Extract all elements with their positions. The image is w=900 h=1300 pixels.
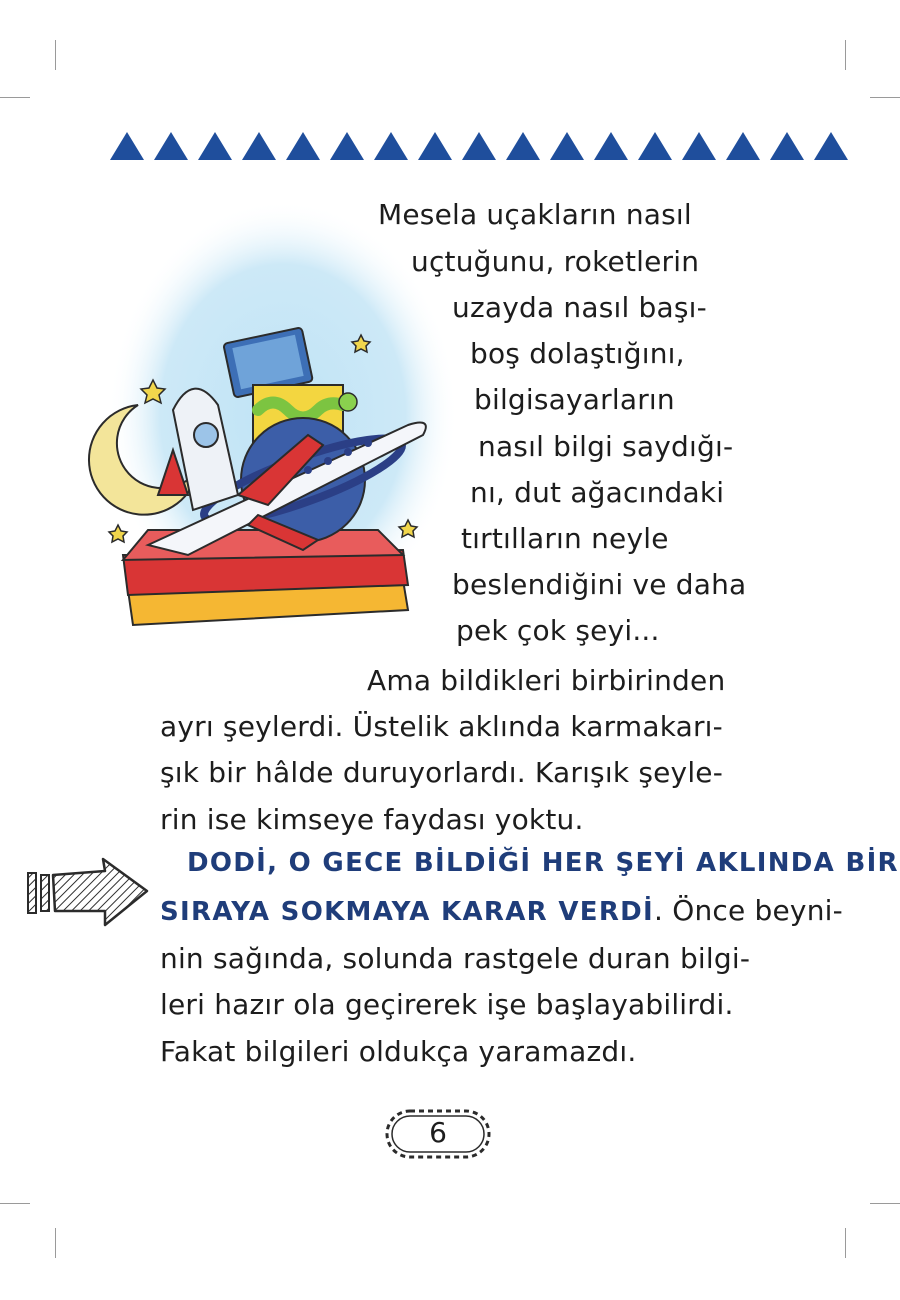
body-text-line: uçtuğunu, roketlerin [411,245,700,278]
triangle-icon [770,132,804,160]
triangle-border-icon [108,128,853,164]
body-text-line: Ama bildikleri birbirinden [367,664,726,697]
triangle-icon [550,132,584,160]
triangle-icon [462,132,496,160]
triangle-icon [814,132,848,160]
triangle-icon [154,132,188,160]
mixed-line [160,894,843,929]
space-objects-illustration [78,195,458,655]
body-text-line: nin sağında, solunda rastgele duran bilgi- [160,942,751,975]
body-text-line: şık bir hâlde duruyorlardı. Karışık şeyle- [160,756,724,789]
triangle-icon [374,132,408,160]
body-text-line: ayrı şeylerdi. Üstelik aklında karmakarı- [160,710,723,743]
crop-mark [870,97,900,98]
crop-mark [845,40,846,70]
crop-mark [55,40,56,70]
body-text-line: beslendiğini ve daha [452,568,747,601]
crop-mark [55,1228,56,1258]
triangle-icon [198,132,232,160]
triangle-icon [506,132,540,160]
body-text-line: bilgisayarların [474,383,675,416]
body-text-fragment: . Önce beyni- [654,894,843,927]
highlight-phrase: SIRAYA SOKMAYA KARAR VERDİ [160,897,655,927]
triangle-icon [286,132,320,160]
body-text-line: boş dolaştığını, [470,337,685,370]
body-text-line: nı, dut ağacındaki [470,476,725,509]
body-text-line: Mesela uçakların nasıl [378,198,692,231]
page-number: 6 [429,1116,447,1149]
triangle-icon [330,132,364,160]
crop-mark [0,97,30,98]
body-text-line: Fakat bilgileri oldukça yaramazdı. [160,1035,637,1068]
body-text-line: nasıl bilgi saydığı- [478,430,734,463]
triangle-icon [726,132,760,160]
triangle-icon [594,132,628,160]
body-text-line: uzayda nasıl başı- [452,291,707,324]
triangle-icon [242,132,276,160]
crop-mark [0,1203,30,1204]
hatched-arrow-icon [25,855,150,930]
crop-mark [870,1203,900,1204]
body-text-line: rin ise kimseye faydası yoktu. [160,803,584,836]
triangle-icon [682,132,716,160]
triangle-icon [110,132,144,160]
crop-mark [845,1228,846,1258]
body-text-line: pek çok şeyi... [456,614,660,647]
body-text-line: leri hazır ola geçirerek işe başlayabilirdi. [160,988,734,1021]
triangle-icon [418,132,452,160]
body-text-line: tırtılların neyle [461,522,669,555]
triangle-icon [638,132,672,160]
highlight-line: DODİ, O GECE BİLDİĞİ HER ŞEYİ AKLINDA BİR [187,848,899,878]
